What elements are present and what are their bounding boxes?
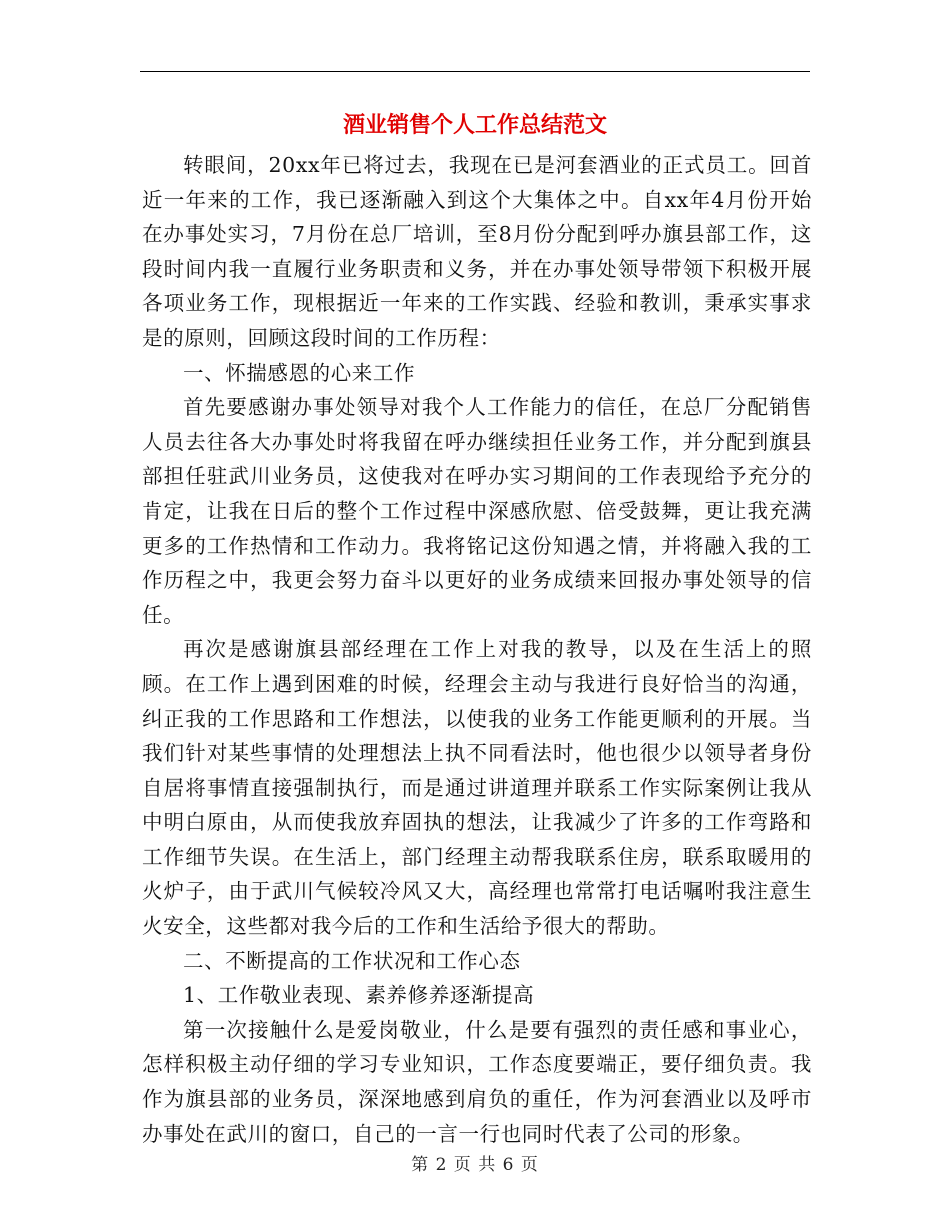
paragraph-thanks-manager: 再次是感谢旗县部经理在工作上对我的教导，以及在生活上的照顾。在工作上遇到困难的时候，经理会主动与我进行良好恰当的沟通，纠正我的工作思路和工作想法，以使我的业务工作能更顺利的开展。当我们针对某些事情的处理想法上执不同看法时，他也很少以领导者身份自居将事情直接强制执行，而是通过讲道理并联系工作实际案例让我从中明白原由，从而使我放弃固执的想法，让我减少了许多的工作弯路和工作细节失误。在生活上，部门经理主动帮我联系住房，联系取暖用的火炉子，由于武川气候较冷风又大，高经理也常常打电话嘱咐我注意生火安全，这些都对我今后的工作和生活给予很大的帮助。 <box>142 637 812 939</box>
page-number: 第 2 页 共 6 页 <box>411 1155 539 1175</box>
header-rule <box>140 71 810 72</box>
paragraph-intro: 转眼间，20xx年已将过去，我现在已是河套酒业的正式员工。回首近一年来的工作，我已逐渐融入到这个大集体之中。自xx年4月份开始在办事处实习，7月份在总厂培训，至8月份分配到呼办旗县部工作，这段时间内我一直履行业务职责和义务，并在办事处领导带领下积极开展各项业务工作，现根据近一年来的工作实践、经验和教训，秉承实事求是的原则，回顾这段时间的工作历程： <box>142 153 812 350</box>
subsection-heading-dedication: 1、工作敬业表现、素养修养逐渐提高 <box>183 983 535 1008</box>
section-heading-improvement: 二、不断提高的工作状况和工作心态 <box>183 948 521 973</box>
section-heading-gratitude: 一、怀揣感恩的心来工作 <box>183 360 416 385</box>
paragraph-dedication: 第一次接触什么是爱岗敬业，什么是要有强烈的责任感和事业心，怎样积极主动仔细的学习专业知识，工作态度要端正，要仔细负责。我作为旗县部的业务员，深深地感到肩负的重任，作为河套酒业以及呼市办事处在武川的窗口，自己的一言一行也同时代表了公司的形象。 <box>142 1017 812 1146</box>
document-body <box>142 148 812 1151</box>
paragraph-thanks-office: 首先要感谢办事处领导对我个人工作能力的信任，在总厂分配销售人员去往各大办事处时将我留在呼办继续担任业务工作，并分配到旗县部担任驻武川业务员，这使我对在呼办实习期间的工作表现给予充分的肯定，让我在日后的整个工作过程中深感欣慰、倍受鼓舞，更让我充满更多的工作热情和工作动力。我将铭记这份知遇之情，并将融入我的工作历程之中，我更会努力奋斗以更好的业务成绩来回报办事处领导的信任。 <box>142 395 812 627</box>
document-title: 酒业销售个人工作总结范文 <box>342 112 607 138</box>
